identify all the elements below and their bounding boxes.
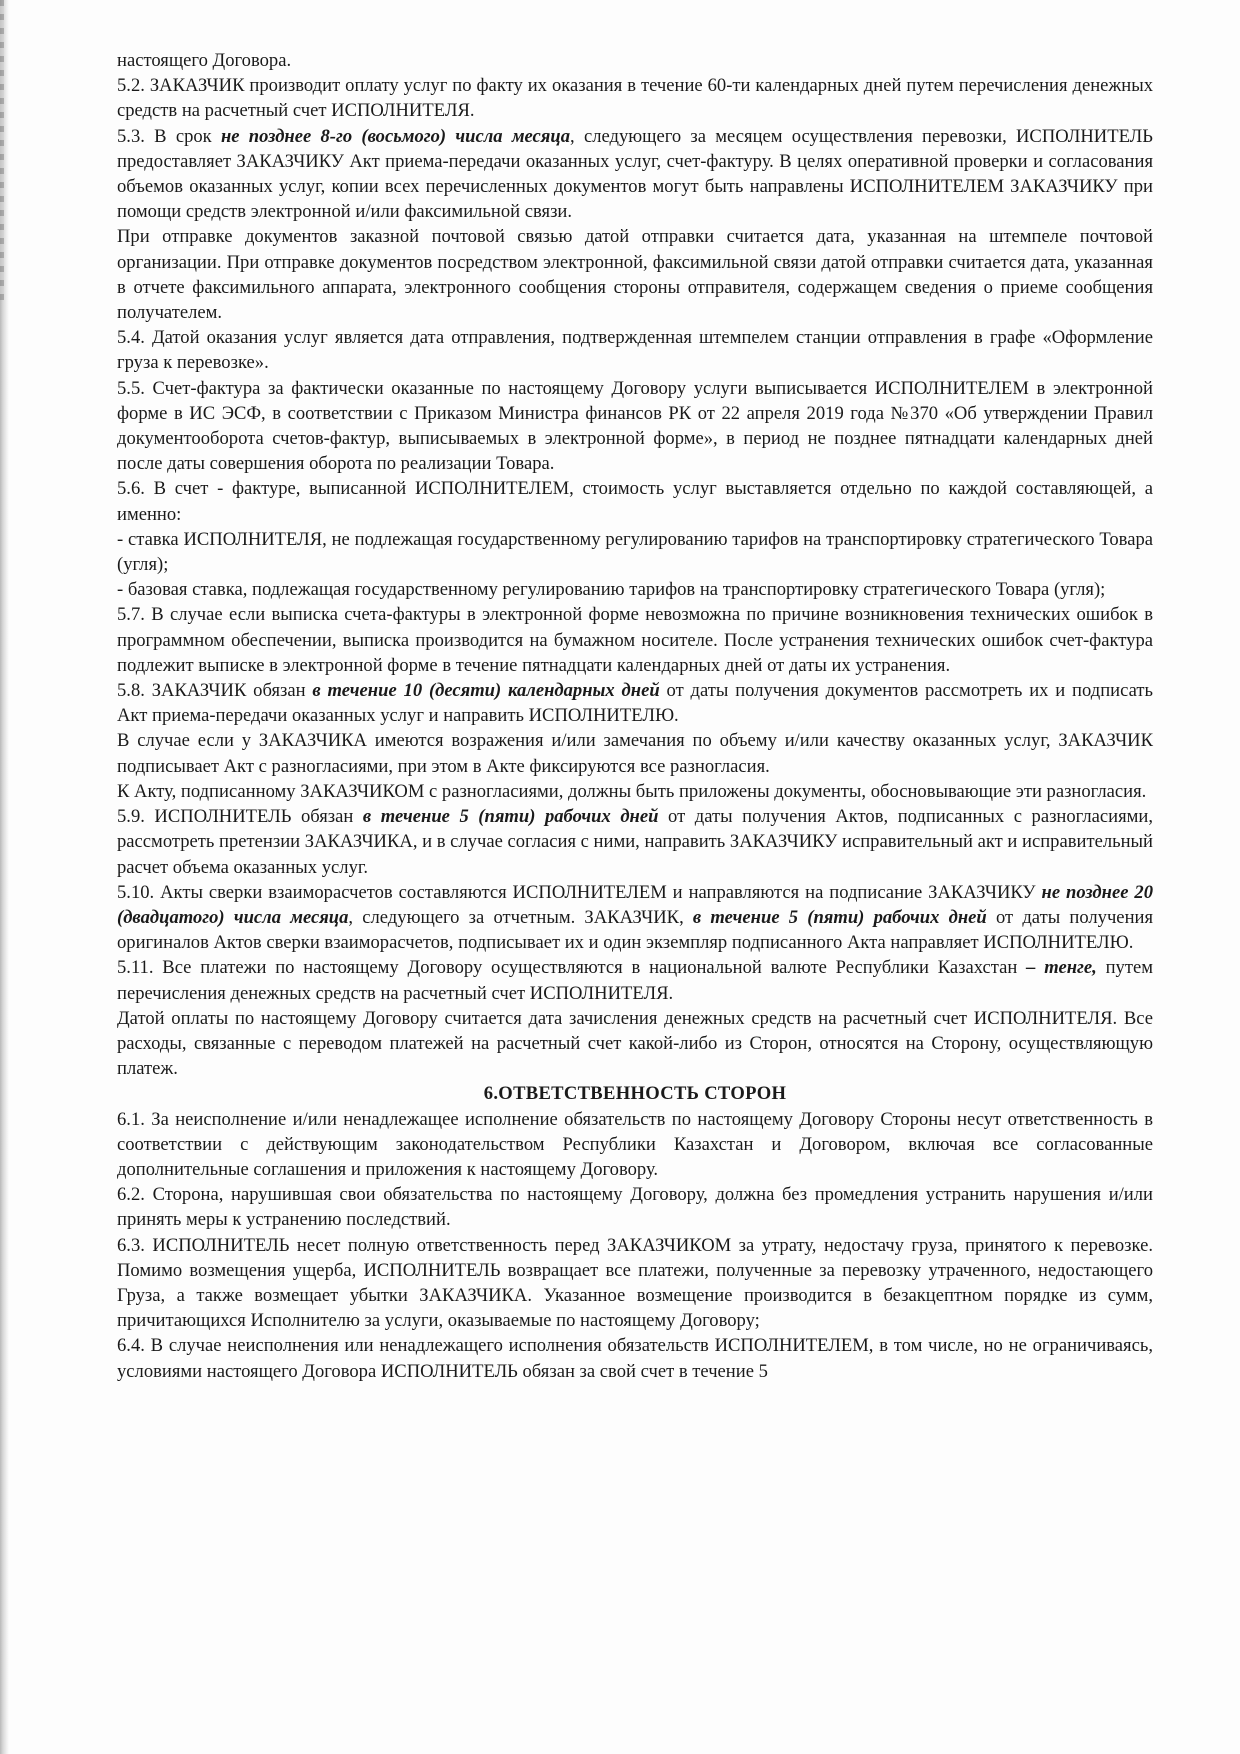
paragraph-continuation: настоящего Договора. <box>117 50 292 71</box>
clause-5-11-payment-date: Датой оплаты по настоящему Договору считается дата зачисления денежных средств на расчетный счет ИСПОЛНИТЕЛЯ. Все расходы, связанные с переводом платежей на расчетный счет какой-либо из Сторон, относятся на Сторону, осуществляющую платеж. <box>117 1007 1153 1080</box>
clause-5-8-attachments: К Акту, подписанному ЗАКАЗЧИКОМ с разногласиями, должны быть приложены документы, обосновывающие эти разногласия. <box>117 780 1147 802</box>
clause-6-2: 6.2. Сторона, нарушившая свои обязательства по настоящему Договору, должна без промедления устранить нарушения и/или принять меры к устранению последствий. <box>117 1184 1153 1231</box>
clause-5-9: 5.9. ИСПОЛНИТЕЛЬ обязан в течение 5 (пяти) рабочих дней от даты получения Актов, подписанных с разногласиями, рассмотреть претензии ЗАКАЗЧИКА, и в случае согласия с ними, направить ЗАКАЗЧИКУ исправительный акт и исправительный расчет объема оказанных услуг. <box>117 806 1154 878</box>
clause-5-5: 5.5. Счет-фактура за фактически оказанные по настоящему Договору услуги выписывается ИСПОЛНИТЕЛЕМ в электронной форме в ИС ЭСФ, в соответствии с Приказом Министра финансов РК от 22 апреля 2019 года №370 «Об утверждении Правил документооборота счетов-фактур, выписываемых в электронной форме», в период не позднее пятнадцати календарных дней после даты совершения оборота по реализации Товара. <box>117 377 1153 475</box>
section-6-heading: 6.ОТВЕТСТВЕННОСТЬ СТОРОН <box>483 1083 787 1105</box>
clause-5-6-item-2: - базовая ставка, подлежащая государственному регулированию тарифов на транспортировку стратегического Товара (угля); <box>117 579 1106 601</box>
clause-6-3: 6.3. ИСПОЛНИТЕЛЬ несет полную ответственность перед ЗАКАЗЧИКОМ за утрату, недостачу груза, принятого к перевозке. Помимо возмещения ущерба, ИСПОЛНИТЕЛЬ возвращает все платежи, полученные за перевозку утраченного, недостающего Груза, а также возмещает убытки ЗАКАЗЧИКА. Указанное возмещение производится в безакцептном порядке из сумм, причитающихся Исполнителю за услуги, оказываемые по настоящему Договору; <box>117 1234 1153 1332</box>
clause-5-8: 5.8. ЗАКАЗЧИК обязан в течение 10 (десяти) календарных дней от даты получения документов рассмотреть их и подписать Акт приема-передачи оказанных услуг и направить ИСПОЛНИТЕЛЮ. <box>117 680 1153 727</box>
clause-5-9-deadline: в течение 5 (пяти) рабочих дней <box>362 806 659 828</box>
clause-6-4: 6.4. В случае неисполнения или ненадлежащего исполнения обязательств ИСПОЛНИТЕЛЕМ, в том числе, но не ограничиваясь, условиями настоящего Договора ИСПОЛНИТЕЛЬ обязан за свой счет в течение 5 <box>117 1335 1153 1382</box>
clause-5-10: 5.10. Акты сверки взаиморасчетов составляются ИСПОЛНИТЕЛЕМ и направляются на подписание ЗАКАЗЧИКУ не позднее 20 (двадцатого) числа месяца, следующего за отчетным. ЗАКАЗЧИК, в течение 5 (пяти) рабочих дней от даты получения оригиналов Актов сверки взаиморасчетов, подписывает их и один экземпляр подписанного Акта направляет ИСПОЛНИТЕЛЮ. <box>117 881 1154 954</box>
clause-5-7: 5.7. В случае если выписка счета-фактуры в электронной форме невозможна по причине возникновения технических ошибок в программном обеспечении, выписка производится на бумажном носителе. После устранения технических ошибок счет-фактура подлежит выписке в электронной форме в течение пятнадцати календарных дней от даты их устранения. <box>117 604 1153 676</box>
clause-5-3-sending: При отправке документов заказной почтовой связью датой отправки считается дата, указанная на штемпеле почтовой организации. При отправке документов посредством электронной, факсимильной связи датой отправки считается дата, указанная в отчете факсимильного аппарата, электронного сообщения стороны отправителя, содержащем сведения о приеме сообщения получателем. <box>117 226 1153 324</box>
clause-5-3-deadline: не позднее 8-го (восьмого) числа месяца <box>220 125 571 147</box>
clause-5-3: 5.3. В срок не позднее 8-го (восьмого) числа месяца, следующего за месяцем осуществления перевозки, ИСПОЛНИТЕЛЬ предоставляет ЗАКАЗЧИКУ Акт приема-передачи оказанных услуг, счет-фактуру. В целях оперативной проверки и согласования объемов оказанных услуг, копии всех перечисленных документов могут быть направлены ИСПОЛНИТЕЛЕМ ЗАКАЗЧИКУ при помощи средств электронной и/или факсимильной связи. <box>117 125 1153 223</box>
clause-5-8-deadline: в течение 10 (десяти) календарных дней <box>312 680 660 702</box>
contract-text <box>117 48 1153 1384</box>
clause-5-10-deadline: не позднее 20 (двадцатого) числа месяца <box>117 881 1154 928</box>
clause-5-6-item-1: - ставка ИСПОЛНИТЕЛЯ, не подлежащая государственному регулированию тарифов на транспортировку стратегического Товара (угля); <box>117 528 1153 576</box>
clause-5-4: 5.4. Датой оказания услуг является дата отправления, подтвержденная штемпелем станции отправления в графе «Оформление груза к перевозке». <box>117 327 1153 374</box>
clause-5-2: 5.2. ЗАКАЗЧИК производит оплату услуг по факту их оказания в течение 60-ти календарных дней путем перечисления денежных средств на расчетный счет ИСПОЛНИТЕЛЯ. <box>117 75 1153 122</box>
clause-5-11: 5.11. Все платежи по настоящему Договору осуществляются в национальной валюте Республики Казахстан – тенге, путем перечисления денежных средств на расчетный счет ИСПОЛНИТЕЛЯ. <box>117 957 1153 1004</box>
clause-5-11-currency: – тенге, <box>1026 957 1097 979</box>
clause-5-8-objections: В случае если у ЗАКАЗЧИКА имеются возражения и/или замечания по объему и/или качеству оказанных услуг, ЗАКАЗЧИК подписывает Акт с разногласиями, при этом в Акте фиксируются все разногласия. <box>117 730 1153 777</box>
clause-6-1: 6.1. За неисполнение и/или ненадлежащее исполнение обязательств по настоящему Договору Стороны несут ответственность в соответствии с действующим законодательством Республики Казахстан и Договором, включая все согласованные дополнительные соглашения и приложения к настоящему Договору. <box>117 1108 1153 1180</box>
clause-5-10-period: в течение 5 (пяти) рабочих дней <box>692 906 987 928</box>
clause-5-6: 5.6. В счет - фактуре, выписанной ИСПОЛНИТЕЛЕМ, стоимость услуг выставляется отдельно по каждой составляющей, а именно: <box>117 478 1153 525</box>
scan-edge-marks <box>0 0 4 300</box>
